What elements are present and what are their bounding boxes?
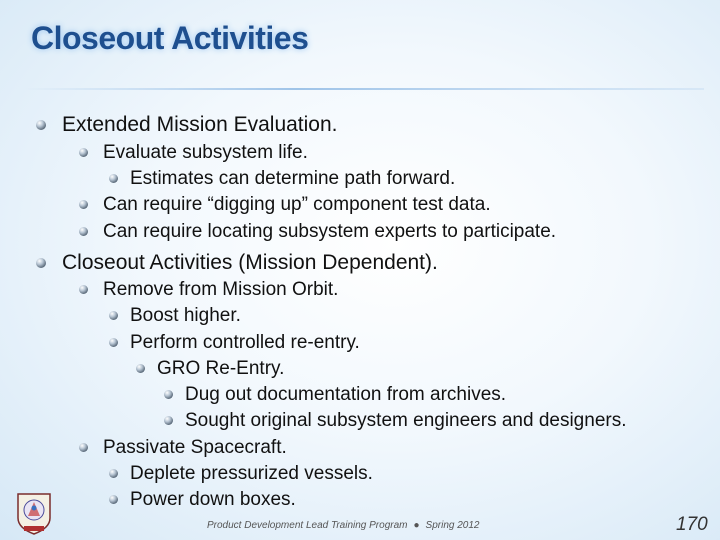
bullet-text: Closeout Activities (Mission Dependent). [62,251,438,274]
bullet-text: Extended Mission Evaluation. [62,113,338,136]
bullet-text: GRO Re-Entry. [157,358,285,379]
bullet-text: Can require “digging up” component test data. [103,194,491,215]
bullet-icon [109,311,118,320]
bullet-icon [109,338,118,347]
footer-program: Product Development Lead Training Program [207,520,408,531]
list-item [62,252,438,273]
bullet-icon [164,416,173,425]
list-item [157,359,284,378]
list-item [103,280,338,299]
bullet-text: Perform controlled re-entry. [130,332,360,353]
list-item [185,385,506,404]
bullet-text: Boost higher. [130,305,241,326]
slide-title: Closeout Activities [31,20,309,56]
page-number: 170 [676,514,708,535]
list-item [103,195,491,214]
bullet-icon [79,148,88,157]
list-item [185,411,627,430]
footer-term: Spring 2012 [425,520,480,531]
list-item [130,169,455,188]
bullet-text: Can require locating subsystem experts to participate. [103,221,557,242]
list-item [103,143,308,162]
bullet-icon [109,469,118,478]
bullet-icon [79,443,88,452]
bullet-text: Estimates can determine path forward. [130,168,456,189]
list-item [103,438,287,457]
academy-seal-logo [14,488,54,536]
footer-separator: ● [413,520,420,531]
list-item [130,333,360,352]
footer [207,520,479,531]
bullet-icon [79,285,88,294]
list-item [130,464,373,483]
bullet-icon [109,495,118,504]
bullet-text: Evaluate subsystem life. [103,142,308,163]
bullet-icon [79,200,88,209]
bullet-text: Power down boxes. [130,489,296,510]
bullet-text: Sought original subsystem engineers and designers. [185,410,627,431]
bullet-text: Remove from Mission Orbit. [103,279,339,300]
bullet-text: Deplete pressurized vessels. [130,463,373,484]
bullet-icon [79,227,88,236]
bullet-icon [164,390,173,399]
bullet-icon [136,364,145,373]
bullet-icon [109,174,118,183]
list-item [130,306,241,325]
list-item [130,490,296,509]
bullet-icon [36,258,46,268]
list-item [62,114,338,135]
bullet-text: Passivate Spacecraft. [103,437,287,458]
bullet-text: Dug out documentation from archives. [185,384,507,405]
bullet-icon [36,120,46,130]
list-item [103,222,556,241]
